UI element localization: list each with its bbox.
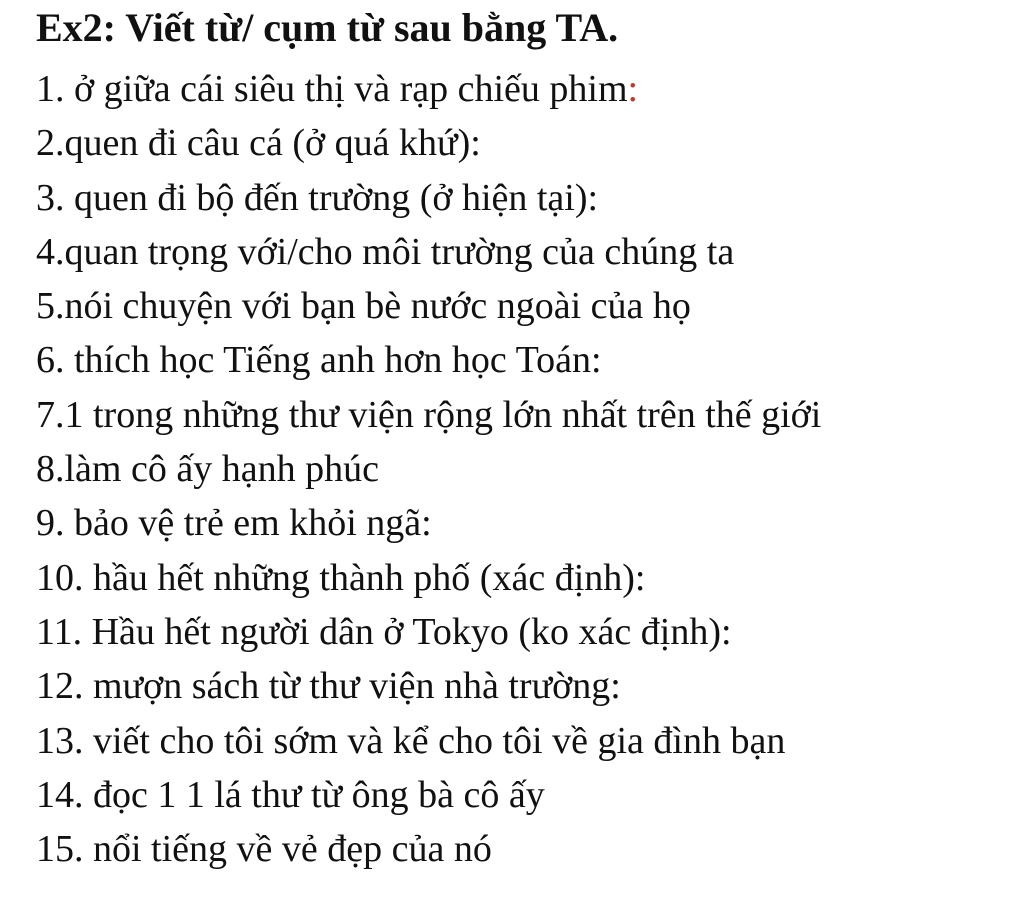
- exercise-item-4: [36, 225, 821, 279]
- item-text: 5.nói chuyện với bạn bè nước ngoài của họ: [36, 285, 691, 328]
- exercise-item-5: [36, 279, 821, 333]
- exercise-item-3: [36, 171, 821, 225]
- exercise-item-8: [36, 442, 821, 496]
- exercise-item-2: [36, 116, 821, 170]
- exercise-item-6: [36, 333, 821, 387]
- exercise-item-13: [36, 714, 821, 768]
- exercise-item-14: [36, 768, 821, 822]
- item-text: 15. nổi tiếng về vẻ đẹp của nó: [36, 828, 492, 871]
- exercise-title: Ex2: Viết từ/ cụm từ sau bằng TA.: [36, 5, 619, 50]
- item-text: 11. Hầu hết người dân ở Tokyo (ko xác định):: [36, 610, 732, 653]
- item-colon: :: [627, 68, 639, 110]
- item-text: 12. mượn sách từ thư viện nhà trường:: [36, 665, 621, 708]
- exercise-list: [36, 62, 821, 876]
- item-text: 2.quen đi câu cá (ở quá khứ):: [36, 122, 481, 165]
- item-text: 10. hầu hết những thành phố (xác định):: [36, 556, 646, 599]
- item-text: 3. quen đi bộ đến trường (ở hiện tại):: [36, 176, 599, 219]
- exercise-item-11: [36, 605, 821, 659]
- item-text: 9. bảo vệ trẻ em khỏi ngã:: [36, 502, 432, 545]
- exercise-item-10: [36, 551, 821, 605]
- item-text: 14. đọc 1 1 lá thư từ ông bà cô ấy: [36, 773, 545, 816]
- item-text: 13. viết cho tôi sớm và kể cho tôi về gia đình bạn: [36, 719, 786, 762]
- exercise-item-9: [36, 496, 821, 550]
- item-text: 4.quan trọng với/cho môi trường của chúng ta: [36, 230, 735, 273]
- item-text: 8.làm cô ấy hạnh phúc: [36, 448, 379, 491]
- exercise-item-7: [36, 388, 821, 442]
- exercise-item-12: [36, 659, 821, 713]
- exercise-item-1: [36, 62, 821, 116]
- item-text: 1. ở giữa cái siêu thị và rạp chiếu phim: [36, 68, 628, 110]
- item-text: 6. thích học Tiếng anh hơn học Toán:: [36, 339, 602, 382]
- exercise-item-15: [36, 822, 821, 876]
- item-text: 7.1 trong những thư viện rộng lớn nhất trên thế giới: [36, 393, 822, 436]
